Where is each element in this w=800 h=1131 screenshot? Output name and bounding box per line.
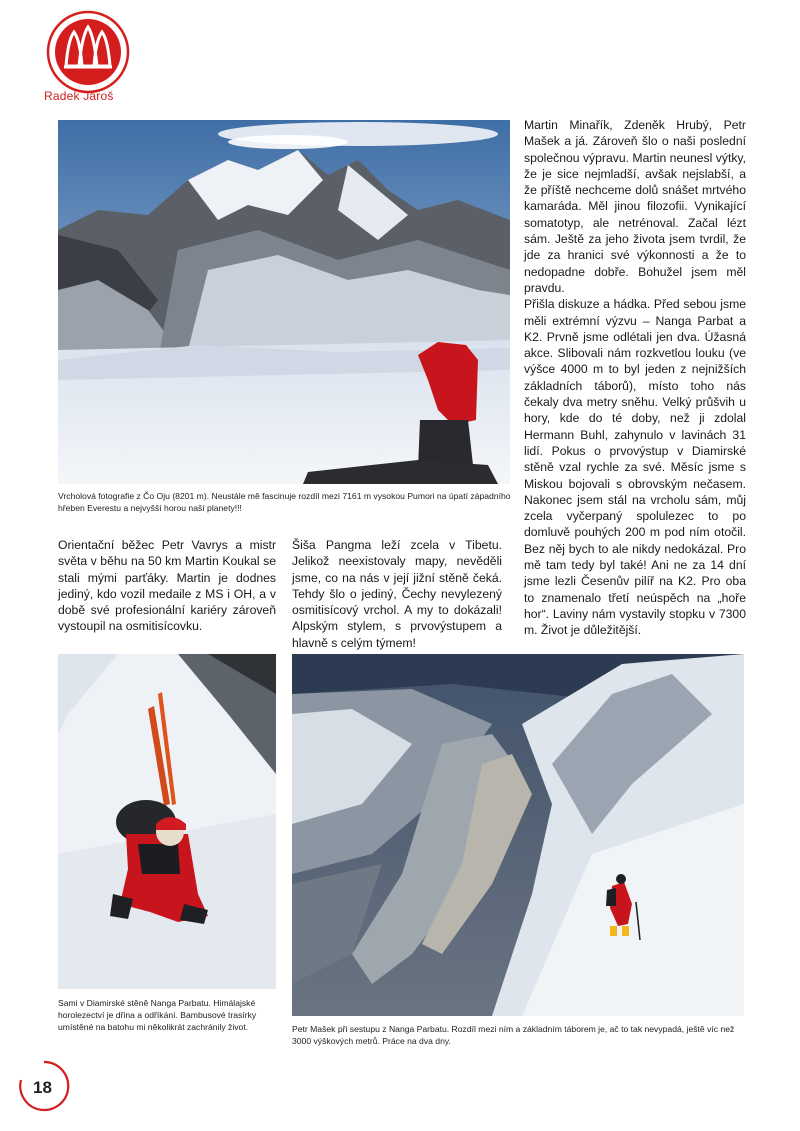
article-right-column bbox=[524, 117, 746, 639]
page-number: 18 bbox=[33, 1078, 52, 1097]
descent-photo bbox=[292, 654, 744, 1016]
climber-photo-caption: Sami v Diamirské stěně Nanga Parbatu. Himálajské horolezectví je dřina a odříkání. Bambusové trasírky umístěné na batohu mi několikrát zachránily život. bbox=[58, 998, 257, 1032]
climber-photo bbox=[58, 654, 276, 989]
descent-photo-caption: Petr Mašek při sestupu z Nanga Parbatu. Rozdíl mezi ním a základním táborem je, ač to tak nevypadá, ještě víc než 3000 výškových metrů. Práce na dva dny. bbox=[292, 1024, 735, 1046]
summit-photo bbox=[58, 120, 510, 484]
paragraph: Přišla diskuze a hádka. Před sebou jsme měli extrémní výzvu – Nanga Parbat a K2. Prvně jsme odlétali jen dva. Úžasná akce. Slibovali nám rozkvetlou louku (ve výšce 4000 m to byl jeden z nejnižších základních táborů), místo toho nás čekaly dva metry sněhu. Velký průšvih u hory, kde do té doby, než ji zdolal Hermann Buhl, zahynulo v lavinách 31 lidí. Pokus o prvovýstup v Diamirské stěně vzal rychle za své. Měsíc jsme s Miskou bojovali s obrovským nečasem. Nakonec jsem stál na vrcholu sám, můj zcela vyčerpaný spolulezec to po domluvě pouhých 200 m pod ním otočil. Bez něj bych to ale nikdy nedokázal. Pro mě tam tedy byl také! Ani ne za 14 dní jsme lezli Česenův pilíř na K2. Pro oba to znamenalo třetí neúspěch na „hoře hor“. Laviny nám vystavily stopku v 7300 m. Život je důležitější. bbox=[524, 297, 746, 638]
brand-logo bbox=[46, 10, 130, 94]
paragraph: Martin Minařík, Zdeněk Hrubý, Petr Mašek a já. Zároveň šlo o naši poslední společnou výpravu. Martin neunesl výtky, že je sice nejmladší, avšak nejslabší, a že příště nechceme dolů snášet mrtvého kamaráda. Měl jinou filozofii. Vynikající somatotyp, ale netrénoval. Začal lézt sám. Ještě za jeho života jsem tvrdil, že jde za hranici své výkonnosti a že to nedopadne dobře. Bohužel jsem měl pravdu. bbox=[524, 118, 746, 295]
article-middle-column: Šiša Pangma leží zcela v Tibetu. Jelikož neexistovaly mapy, nevěděli jsme, co na nás v její jižní stěně čeká. Tehdy šlo o jediný, Čechy nevylezený osmitisícový vrchol. A my to dokázali! Alpským stylem, s prvovýstupem a hlavně s celým týmem! bbox=[292, 538, 502, 650]
summit-photo-caption: Vrcholová fotografie z Čo Oju (8201 m). Neustále mě fascinuje rozdíl mezi 7161 m vysokou Pumori na úpatí západního hřeben Everestu a nejvyšší horou naší planety!!! bbox=[58, 491, 511, 513]
brand-name: Radek Jaroš bbox=[44, 89, 114, 103]
article-left-column: Orientační běžec Petr Vavrys a mistr světa v běhu na 50 km Martin Koukal se stali mými parťáky. Martin je dodnes jediný, kdo vozil medaile z MS i OH, a v době své profesionální kariéry zároveň vystoupil na osmitisícovku. bbox=[58, 538, 276, 634]
